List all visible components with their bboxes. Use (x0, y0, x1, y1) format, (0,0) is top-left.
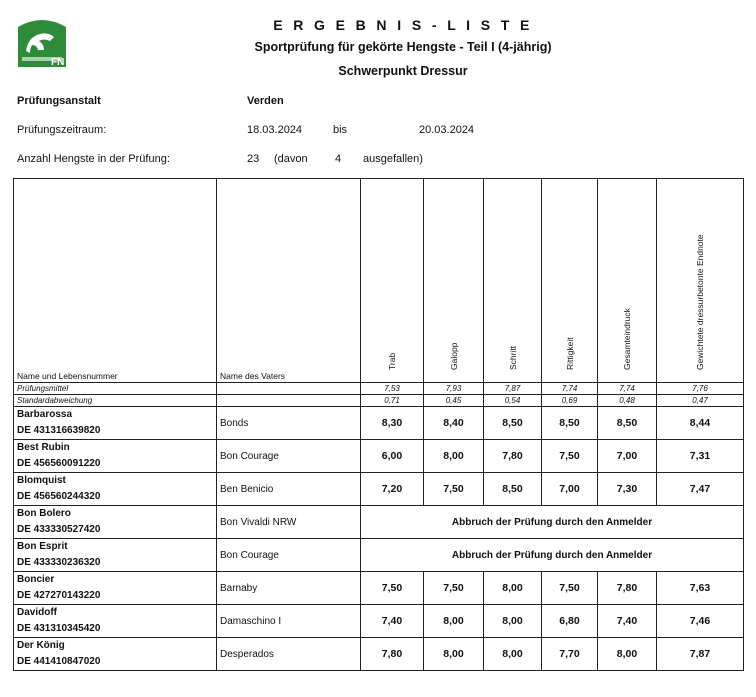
period-to: 20.03.2024 (419, 124, 475, 136)
horse-name: Blomquist (17, 475, 66, 486)
sire-name: Barnaby (217, 572, 361, 605)
mean-value: 7,53 (361, 383, 424, 395)
sire-name: Bon Vivaldi NRW (217, 506, 361, 539)
score-cell: 8,00 (598, 638, 657, 671)
table-row (14, 605, 744, 638)
col-header-rittigkeit: Rittigkeit (542, 179, 598, 383)
score-cell: 8,40 (424, 407, 484, 440)
score-cell: 7,80 (598, 572, 657, 605)
score-cell: 7,46 (657, 605, 744, 638)
horse-id: DE 433330236320 (17, 557, 101, 568)
score-cell: 7,70 (542, 638, 598, 671)
mean-value: 7,74 (598, 383, 657, 395)
score-cell: 7,63 (657, 572, 744, 605)
col-header-trab: Trab (361, 179, 424, 383)
horse-name: Davidoff (17, 607, 57, 618)
score-cell: 7,00 (542, 473, 598, 506)
count-label: Anzahl Hengste in der Prüfung: (17, 153, 170, 165)
sire-name: Ben Benicio (217, 473, 361, 506)
sd-label: Standardabweichung (14, 395, 217, 407)
sd-value: 0,45 (424, 395, 484, 407)
score-cell: 7,00 (598, 440, 657, 473)
score-cell: 7,50 (424, 473, 484, 506)
score-cell: 8,00 (424, 605, 484, 638)
table-row (14, 440, 744, 473)
mean-value: 7,87 (484, 383, 542, 395)
period-to-word: bis (333, 124, 348, 136)
score-cell: 8,30 (361, 407, 424, 440)
score-cell: 8,44 (657, 407, 744, 440)
score-cell: 7,50 (361, 572, 424, 605)
col-header-sire: Name des Vaters (217, 179, 361, 383)
sd-row (14, 395, 744, 407)
horse-name: Boncier (17, 574, 55, 585)
score-cell: 8,50 (598, 407, 657, 440)
table-header-row (14, 179, 744, 383)
period-label: Prüfungszeitraum: (17, 124, 107, 136)
sd-value: 0,47 (657, 395, 744, 407)
score-cell: 8,00 (424, 638, 484, 671)
period-from: 18.03.2024 (247, 124, 303, 136)
page-subtitle: Sportprüfung für gekörte Hengste - Teil I (4-jährig) (254, 40, 552, 54)
sd-value: 0,71 (361, 395, 424, 407)
horse-id: DE 456560091220 (17, 458, 101, 469)
dropped-prefix: (davon (274, 153, 308, 165)
score-cell: 8,00 (424, 440, 484, 473)
station-label: Prüfungsanstalt (17, 95, 101, 107)
col-header-gesamteindruck: Gesamteindruck (598, 179, 657, 383)
dropped-suffix: ausgefallen) (363, 153, 423, 165)
score-cell: 7,50 (424, 572, 484, 605)
score-cell: 8,50 (484, 407, 542, 440)
abort-note: Abbruch der Prüfung durch den Anmelder (361, 506, 744, 539)
col-header-endnote: Gewichtete dressurbetonte Endnote (657, 179, 744, 383)
horse-id: DE 433330527420 (17, 524, 101, 535)
station-value: Verden (247, 95, 284, 107)
sire-name: Bon Courage (217, 539, 361, 572)
mean-row (14, 383, 744, 395)
sire-name: Desperados (217, 638, 361, 671)
abort-note: Abbruch der Prüfung durch den Anmelder (361, 539, 744, 572)
sire-name: Bon Courage (217, 440, 361, 473)
horse-id: DE 431316639820 (17, 425, 101, 436)
count-value: 23 (247, 153, 260, 165)
table-row (14, 407, 744, 440)
sd-value: 0,69 (542, 395, 598, 407)
mean-value: 7,93 (424, 383, 484, 395)
col-header-schritt: Schritt (484, 179, 542, 383)
sire-name: Bonds (217, 407, 361, 440)
horse-name: Der König (17, 640, 65, 651)
table-row (14, 638, 744, 671)
sire-name: Damaschino I (217, 605, 361, 638)
logo-text: FN (51, 57, 65, 68)
score-cell: 7,50 (542, 572, 598, 605)
horse-name: Bon Esprit (17, 541, 68, 552)
score-cell: 8,50 (542, 407, 598, 440)
score-cell: 7,30 (598, 473, 657, 506)
sd-value: 0,54 (484, 395, 542, 407)
score-cell: 6,00 (361, 440, 424, 473)
table-row (14, 572, 744, 605)
col-header-galopp: Galopp (424, 179, 484, 383)
dropped-value: 4 (335, 153, 342, 165)
score-cell: 7,50 (542, 440, 598, 473)
score-cell: 7,20 (361, 473, 424, 506)
mean-value: 7,76 (657, 383, 744, 395)
score-cell: 7,87 (657, 638, 744, 671)
sd-value: 0,48 (598, 395, 657, 407)
score-cell: 8,00 (484, 638, 542, 671)
horse-id: DE 427270143220 (17, 590, 101, 601)
horse-id: DE 431310345420 (17, 623, 101, 634)
score-cell: 7,31 (657, 440, 744, 473)
score-cell: 7,40 (361, 605, 424, 638)
mean-label: Prüfungsmittel (14, 383, 217, 395)
mean-value: 7,74 (542, 383, 598, 395)
score-cell: 6,80 (542, 605, 598, 638)
page-title: E R G E B N I S - L I S T E (273, 17, 533, 33)
horse-id: DE 441410847020 (17, 656, 101, 667)
score-cell: 8,00 (484, 572, 542, 605)
score-cell: 7,80 (361, 638, 424, 671)
score-cell: 7,47 (657, 473, 744, 506)
score-cell: 8,00 (484, 605, 542, 638)
horse-name: Bon Bolero (17, 508, 71, 519)
horse-id: DE 456560244320 (17, 491, 101, 502)
col-header-name: Name und Lebensnummer (14, 179, 217, 383)
table-row (14, 539, 744, 572)
score-cell: 7,80 (484, 440, 542, 473)
score-cell: 8,50 (484, 473, 542, 506)
table-row (14, 473, 744, 506)
horse-name: Barbarossa (17, 409, 73, 420)
page-focus: Schwerpunkt Dressur (338, 64, 468, 78)
results-table (13, 178, 744, 671)
table-row (14, 506, 744, 539)
horse-name: Best Rubin (17, 442, 70, 453)
score-cell: 7,40 (598, 605, 657, 638)
